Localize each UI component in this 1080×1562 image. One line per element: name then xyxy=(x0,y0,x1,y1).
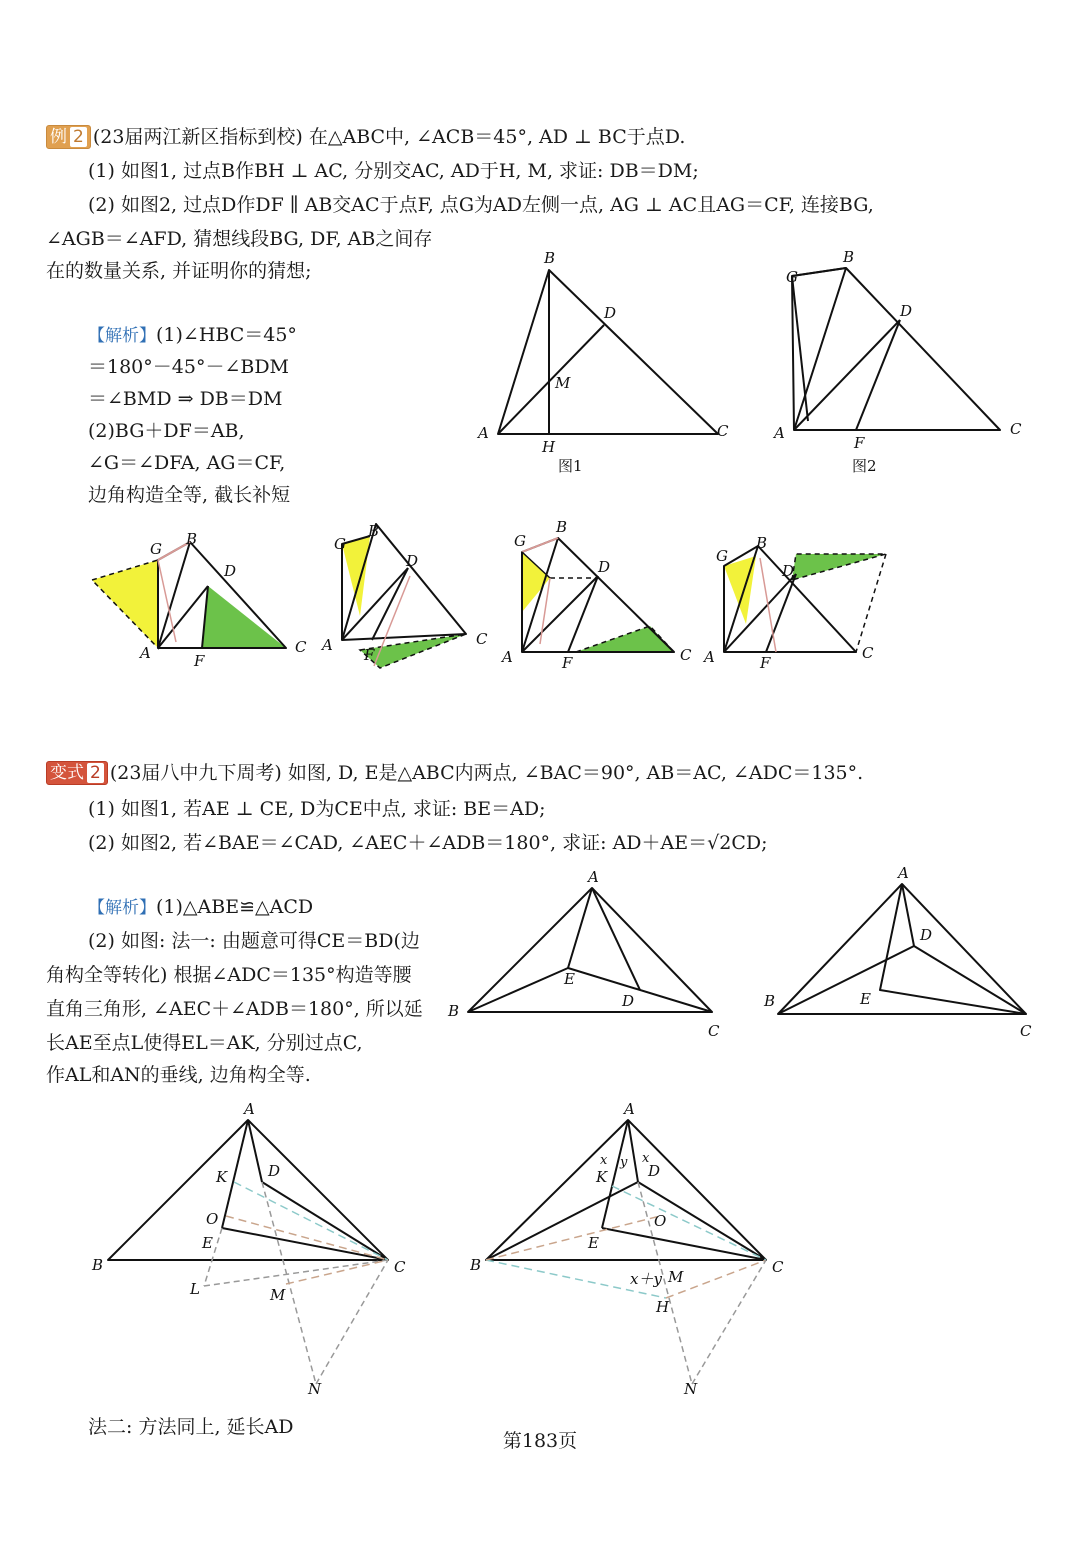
svg-text:C: C xyxy=(772,1258,784,1276)
variant2-line3: (2) 如图2, 若∠BAE＝∠CAD, ∠AEC＋∠ADB＝180°, 求证: AD＋AE＝√2CD; xyxy=(88,832,768,854)
example2-line4: ∠AGB＝∠AFD, 猜想线段BG, DF, AB之间存 xyxy=(46,228,433,250)
variant2-line1: 变式 2 (23届八中九下周考) 如图, D, E是△ABC内两点, ∠BAC＝90°, AB＝AC, ∠ADC＝135°. xyxy=(46,760,863,786)
svg-text:C: C xyxy=(708,1022,720,1040)
svg-text:G: G xyxy=(716,547,728,565)
svg-text:D: D xyxy=(406,552,419,570)
variant2-analysis-6: 作AL和AN的垂线, 边角构全等. xyxy=(46,1064,311,1086)
svg-text:A: A xyxy=(322,636,333,654)
svg-text:A: A xyxy=(624,1100,635,1118)
svg-text:E: E xyxy=(588,1234,599,1252)
svg-text:D: D xyxy=(598,558,611,576)
variant2-analysis-4: 直角三角形, ∠AEC＋∠ADB＝180°, 所以延 xyxy=(46,998,423,1020)
svg-text:B: B xyxy=(843,248,855,266)
svg-text:M: M xyxy=(555,374,571,392)
variant-tag: 变式 2 xyxy=(46,761,108,785)
svg-text:F: F xyxy=(760,654,771,672)
svg-text:B: B xyxy=(92,1256,104,1274)
svg-text:E: E xyxy=(202,1234,213,1252)
svg-text:A: A xyxy=(478,424,489,442)
svg-text:C: C xyxy=(394,1258,406,1276)
example2-analysis-1: 【解析】(1)∠HBC＝45° xyxy=(88,324,297,346)
svg-text:D: D xyxy=(900,302,913,320)
construction-figure-d xyxy=(700,524,900,674)
method-two: 法二: 方法同上, 延长AD xyxy=(88,1416,294,1438)
svg-text:L: L xyxy=(190,1280,200,1298)
svg-text:A: A xyxy=(774,424,785,442)
svg-text:G: G xyxy=(786,268,798,286)
svg-text:D: D xyxy=(920,926,933,944)
figure-1-caption: 图1 xyxy=(558,457,583,475)
svg-text:A: A xyxy=(140,644,151,662)
svg-text:C: C xyxy=(717,422,729,440)
svg-text:K: K xyxy=(596,1168,608,1186)
svg-text:E: E xyxy=(860,990,871,1008)
example2-analysis-4: (2)BG＋DF＝AB, xyxy=(88,420,245,442)
svg-text:B: B xyxy=(764,992,776,1010)
svg-text:D: D xyxy=(782,562,795,580)
example2-analysis-3: ＝∠BMD ⇒ DB＝DM xyxy=(88,388,283,410)
svg-text:A: A xyxy=(704,648,715,666)
svg-text:B: B xyxy=(186,530,198,548)
svg-text:D: D xyxy=(622,992,635,1010)
example2-line2: (1) 如图1, 过点B作BH ⊥ AC, 分别交AC, AD于H, M, 求证: DB＝DM; xyxy=(88,160,699,182)
svg-text:M: M xyxy=(270,1286,286,1304)
variant2-analysis-1: 【解析】(1)△ABE≌△ACD xyxy=(88,896,314,918)
svg-text:O: O xyxy=(206,1210,219,1228)
variant2-analysis-3: 角构全等转化) 根据∠ADC＝135°构造等腰 xyxy=(46,964,412,986)
svg-text:A: A xyxy=(898,864,909,882)
variant2-line2: (1) 如图1, 若AE ⊥ CE, D为CE中点, 求证: BE＝AD; xyxy=(88,798,546,820)
page-number: 第183页 xyxy=(502,1430,578,1452)
variant-figure-1 xyxy=(440,866,730,1046)
svg-text:O: O xyxy=(654,1212,667,1230)
svg-text:y: y xyxy=(620,1155,628,1170)
svg-text:x＋y: x＋y xyxy=(630,1270,662,1288)
svg-text:A: A xyxy=(244,1100,255,1118)
svg-text:N: N xyxy=(308,1380,322,1398)
example-tag: 例 2 xyxy=(46,125,91,149)
svg-text:G: G xyxy=(150,540,162,558)
construction-figure-a xyxy=(88,524,318,674)
svg-text:C: C xyxy=(476,630,488,648)
svg-text:D: D xyxy=(604,304,617,322)
svg-text:B: B xyxy=(368,522,380,540)
svg-text:C: C xyxy=(1020,1022,1032,1040)
svg-text:x: x xyxy=(600,1153,608,1168)
svg-text:M: M xyxy=(668,1268,684,1286)
figure-1 xyxy=(470,246,740,478)
svg-text:x: x xyxy=(642,1151,650,1166)
svg-text:B: B xyxy=(544,249,556,267)
svg-text:C: C xyxy=(295,638,307,656)
svg-text:H: H xyxy=(656,1298,670,1316)
figure-2 xyxy=(766,246,1036,478)
example2-analysis-2: ＝180°－45°－∠BDM xyxy=(88,356,290,378)
svg-text:C: C xyxy=(680,646,692,664)
svg-text:C: C xyxy=(1010,420,1022,438)
svg-text:K: K xyxy=(216,1168,228,1186)
figure-2-caption: 图2 xyxy=(852,457,877,475)
construction-figure-c xyxy=(500,516,700,676)
svg-text:F: F xyxy=(562,654,573,672)
example2-line1: 例 2 (23届两江新区指标到校) 在△ABC中, ∠ACB＝45°, AD ⊥ BC于点D. xyxy=(46,124,685,150)
svg-text:H: H xyxy=(542,438,556,456)
construction-figure-b xyxy=(320,516,505,676)
example2-analysis-6: 边角构造全等, 截长补短 xyxy=(88,484,291,506)
construction-figure-e xyxy=(88,1094,418,1404)
svg-text:G: G xyxy=(514,532,526,550)
variant2-analysis-5: 长AE至点L使得EL＝AK, 分别过点C, xyxy=(46,1032,363,1054)
example2-line3: (2) 如图2, 过点D作DF ∥ AB交AC于点F, 点G为AD左侧一点, AG ⊥ AC且AG＝CF, 连接BG, xyxy=(88,194,874,216)
svg-text:G: G xyxy=(334,535,346,553)
svg-text:F: F xyxy=(364,646,375,664)
example2-line5: 在的数量关系, 并证明你的猜想; xyxy=(46,260,312,282)
svg-text:N: N xyxy=(684,1380,698,1398)
svg-text:E: E xyxy=(564,970,575,988)
svg-text:A: A xyxy=(588,868,599,886)
svg-text:D: D xyxy=(648,1162,661,1180)
svg-text:B: B xyxy=(448,1002,460,1020)
svg-text:D: D xyxy=(268,1162,281,1180)
variant2-analysis-2: (2) 如图: 法一: 由题意可得CE＝BD(边 xyxy=(88,930,420,952)
svg-text:C: C xyxy=(862,644,874,662)
svg-text:B: B xyxy=(556,518,568,536)
svg-text:B: B xyxy=(756,534,768,552)
svg-text:B: B xyxy=(470,1256,482,1274)
variant-figure-2 xyxy=(760,862,1050,1042)
example2-analysis-5: ∠G＝∠DFA, AG＝CF, xyxy=(88,452,286,474)
svg-text:F: F xyxy=(194,652,205,670)
construction-figure-f xyxy=(470,1094,800,1404)
svg-text:A: A xyxy=(502,648,513,666)
svg-text:F: F xyxy=(854,434,865,452)
svg-text:D: D xyxy=(224,562,237,580)
